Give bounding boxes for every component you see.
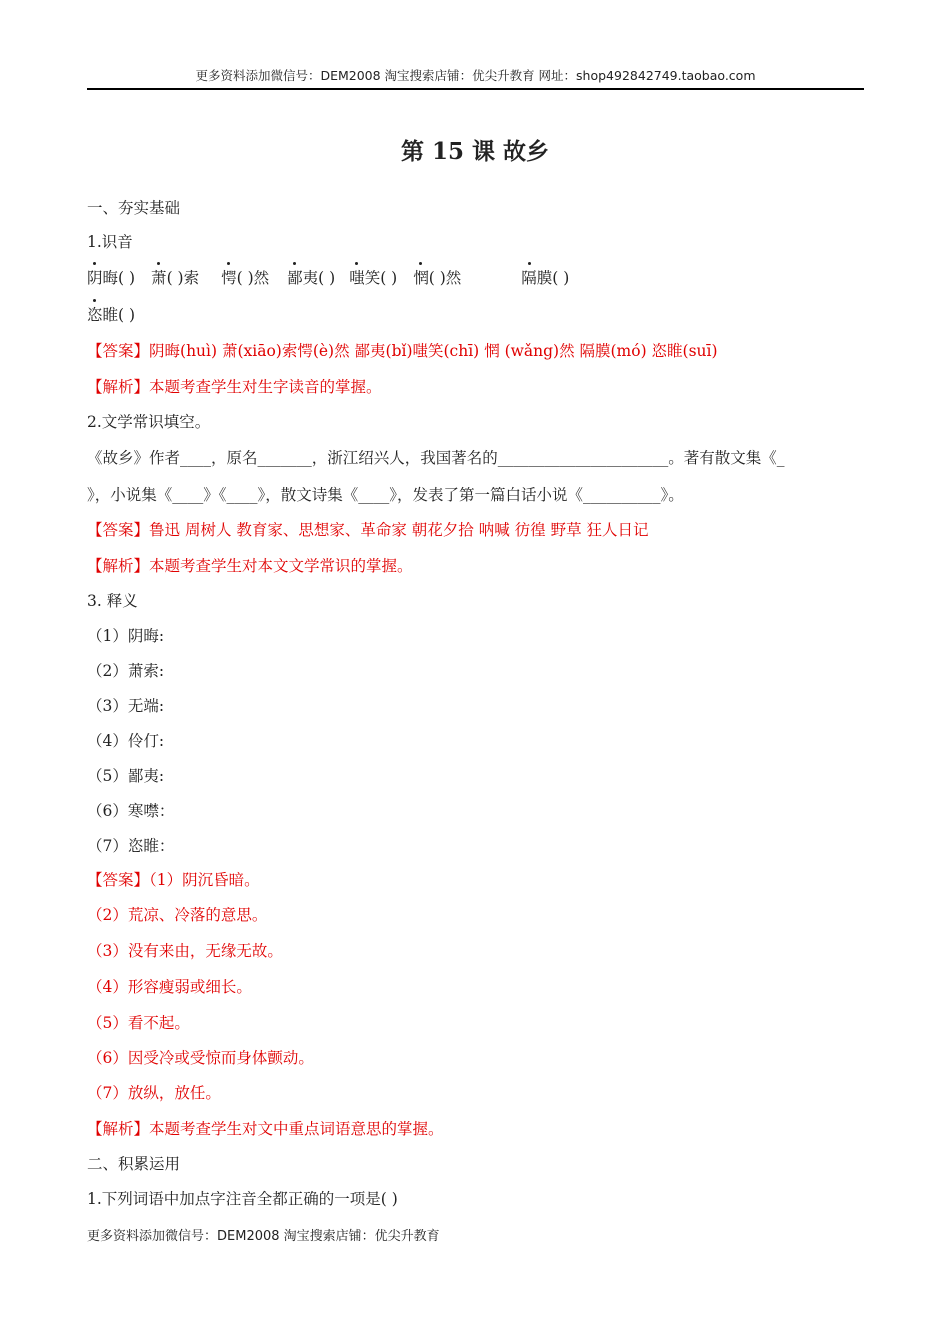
q1-item-text: 笑( ) — [364, 269, 398, 287]
q1-item-text: 睢( ) — [102, 306, 136, 324]
section-1-heading: 一、夯实基础 — [87, 199, 181, 217]
q3-title: 3. 释义 — [87, 592, 138, 610]
q3-answer: 【答案】（1）阴沉昏暗。 — [87, 871, 260, 889]
section-2-heading: 二、积累运用 — [87, 1155, 181, 1173]
q2-line-2: 》，小说集《____》《____》，散文诗集《____》，发表了第一篇白话小说《__________》。 — [87, 486, 684, 504]
q3-item: （7）恣睢： — [87, 837, 175, 855]
q2-analysis: 【解析】本题考查学生对本文文学常识的掌握。 — [87, 557, 413, 575]
q3-answer-item: （6）因受冷或受惊而身体颤动。 — [87, 1049, 314, 1067]
q1-items-row2 — [87, 303, 867, 327]
q3-answer-item: （3）没有来由，无缘无故。 — [87, 942, 283, 960]
q1-item-text: ( )然 — [236, 269, 270, 287]
q3-analysis: 【解析】本题考查学生对文中重点词语意思的掌握。 — [87, 1120, 444, 1138]
q3-item: （5）鄙夷: — [87, 767, 165, 785]
dotted-char: 愕 — [221, 266, 237, 290]
dotted-char: 阴 — [87, 266, 103, 290]
q3-answer-item: （2）荒凉、冷落的意思。 — [87, 906, 268, 924]
q1-answer: 【答案】阴晦(huì) 萧(xiāo)索愕(è)然 鄙夷(bǐ)嗤笑(chī) 惘 (wǎng)然 隔膜(mó) 恣睢(suī) — [87, 342, 718, 360]
q4-title: 1.下列词语中加点字注音全都正确的一项是( ) — [87, 1190, 398, 1208]
q3-answer-item: （7）放纵，放任。 — [87, 1084, 221, 1102]
q2-answer: 【答案】鲁迅 周树人 教育家、思想家、革命家 朝花夕拾 呐喊 彷徨 野草 狂人日记 — [87, 521, 649, 539]
q3-item: （6）寒噤： — [87, 802, 175, 820]
q3-item: （1）阴晦: — [87, 627, 165, 645]
q1-item-text: ( )索 — [166, 269, 200, 287]
q1-item-text: ( )然 — [428, 269, 462, 287]
q1-items-row1 — [87, 266, 867, 290]
q1-item-text: 晦( ) — [102, 269, 136, 287]
q3-answer-item: （5）看不起。 — [87, 1014, 190, 1032]
q2-line-1: 《故乡》作者____，原名_______，浙江绍兴人，我国著名的______________________。著有散文集《_ — [87, 449, 785, 467]
dotted-char: 萧 — [151, 266, 167, 290]
dotted-char: 惘 — [413, 266, 429, 290]
q1-item-text: 夷( ) — [302, 269, 336, 287]
dotted-char: 隔 — [521, 266, 537, 290]
page-header: 更多资料添加微信号：DEM2008 淘宝搜索店铺：优尖升教育 网址：shop492842749.taobao.com — [87, 66, 864, 90]
q3-item: （2）萧索: — [87, 662, 165, 680]
dotted-char: 鄙 — [287, 266, 303, 290]
q1-item-text: 膜( ) — [536, 269, 570, 287]
q3-item: （3）无端: — [87, 697, 165, 715]
page-title: 第 15 课 故乡 — [400, 138, 550, 165]
page-footer: 更多资料添加微信号：DEM2008 淘宝搜索店铺：优尖升教育 — [87, 1229, 440, 1244]
q1-title: 1.识音 — [87, 233, 133, 251]
q3-answer-item: （4）形容瘦弱或细长。 — [87, 978, 252, 996]
q1-analysis: 【解析】本题考查学生对生字读音的掌握。 — [87, 378, 382, 396]
q3-item: （4）伶仃: — [87, 732, 165, 750]
q2-title: 2.文学常识填空。 — [87, 413, 211, 431]
dotted-char: 嗤 — [349, 266, 365, 290]
dotted-char: 恣 — [87, 303, 103, 327]
